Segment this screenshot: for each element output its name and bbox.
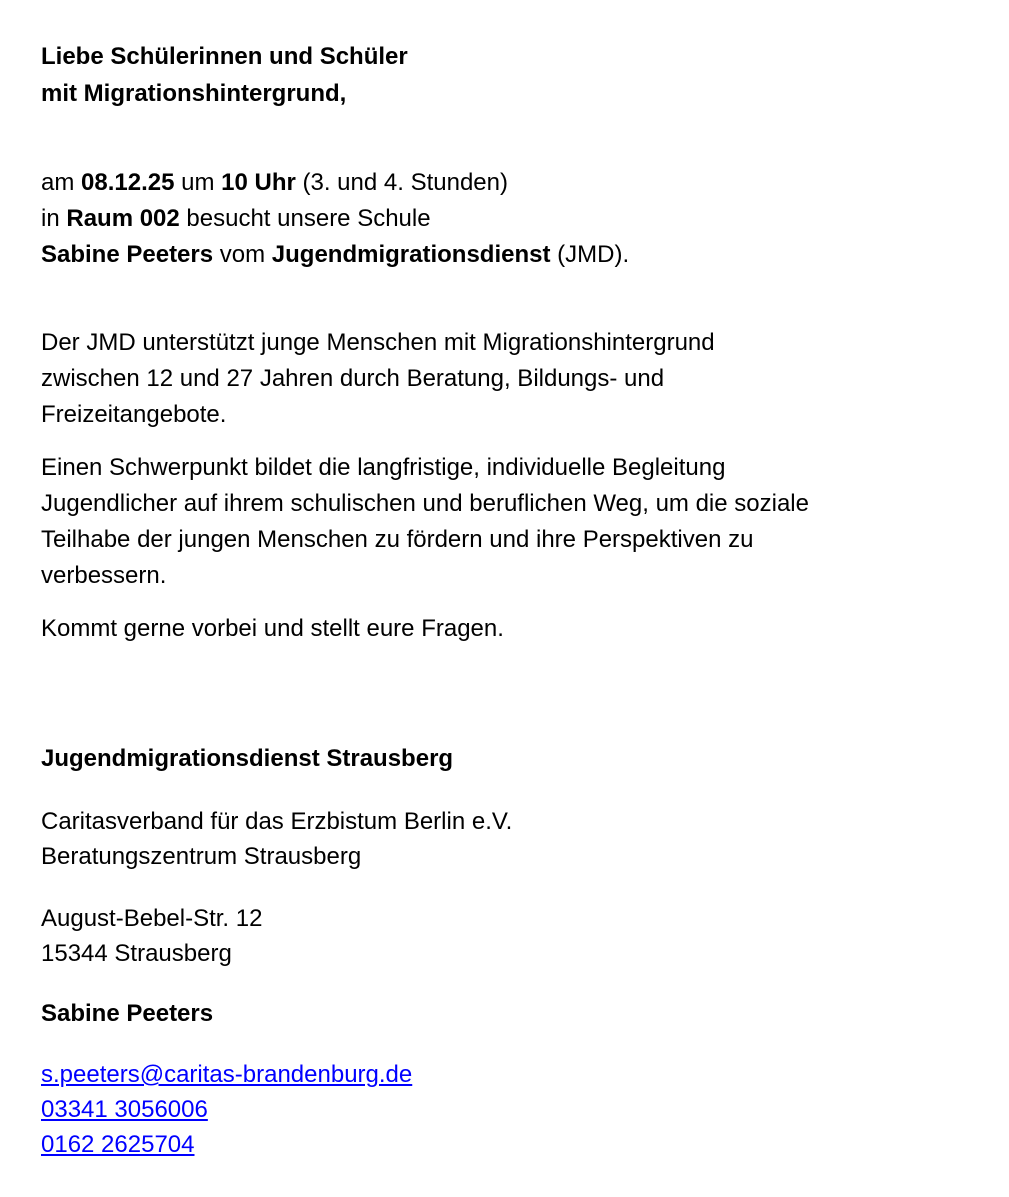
text-line: Einen Schwerpunkt bildet die langfristige, individuelle Begleitung bbox=[41, 454, 726, 481]
text-line: Caritasverband für das Erzbistum Berlin e.V. bbox=[41, 808, 513, 835]
salutation bbox=[41, 38, 979, 112]
text-run: vom bbox=[213, 241, 272, 268]
address-lines bbox=[41, 901, 979, 971]
paragraph bbox=[41, 325, 979, 433]
text-line bbox=[41, 165, 979, 201]
text-run: (3. und 4. Stunden) bbox=[295, 169, 508, 196]
text-line: Beratungszentrum Strausberg bbox=[41, 843, 362, 870]
contact-links bbox=[41, 1057, 979, 1162]
text-line: Jugendlicher auf ihrem schulischen und beruflichen Weg, um die soziale bbox=[41, 490, 809, 517]
contact-link[interactable]: 03341 3056006 bbox=[41, 1096, 208, 1123]
contact-link[interactable]: s.peeters@caritas-brandenburg.de bbox=[41, 1061, 413, 1088]
text-line: Freizeitangebote. bbox=[41, 401, 227, 428]
text-run: (JMD). bbox=[550, 241, 630, 268]
emphasized-text: Raum 002 bbox=[66, 205, 180, 232]
org-lines bbox=[41, 804, 979, 874]
text-line: Der JMD unterstützt junge Menschen mit Migrationshintergrund bbox=[41, 329, 715, 356]
emphasized-text: 10 Uhr bbox=[221, 169, 296, 196]
contact-link[interactable]: 0162 2625704 bbox=[41, 1131, 195, 1158]
announcement bbox=[41, 165, 979, 273]
text-line: Teilhabe der jungen Menschen zu fördern und ihre Perspektiven zu bbox=[41, 526, 754, 553]
emphasized-text: Jugendmigrationsdienst bbox=[271, 241, 551, 268]
text-line: zwischen 12 und 27 Jahren durch Beratung, Bildungs- und bbox=[41, 365, 665, 392]
text-line bbox=[41, 237, 979, 273]
text-line: 15344 Strausberg bbox=[41, 940, 232, 967]
text-run: besucht unsere Schule bbox=[179, 205, 431, 232]
text-line: mit Migrationshintergrund, bbox=[41, 80, 347, 107]
text-run: in bbox=[41, 205, 67, 232]
text-run: am bbox=[41, 169, 82, 196]
emphasized-text: Sabine Peeters bbox=[41, 241, 214, 268]
body-paragraphs bbox=[41, 325, 979, 647]
text-run: um bbox=[174, 169, 222, 196]
text-line: Kommt gerne vorbei und stellt eure Fragen. bbox=[41, 615, 504, 642]
emphasized-text: 08.12.25 bbox=[81, 169, 175, 196]
paragraph bbox=[41, 611, 979, 647]
text-line: Liebe Schülerinnen und Schüler bbox=[41, 43, 408, 70]
text-line bbox=[41, 201, 979, 237]
signature-org-title: Jugendmigrationsdienst Strausberg bbox=[41, 745, 454, 772]
text-line: August-Bebel-Str. 12 bbox=[41, 905, 263, 932]
contact-name: Sabine Peeters bbox=[41, 1000, 214, 1027]
paragraph bbox=[41, 450, 979, 594]
text-line: verbessern. bbox=[41, 562, 167, 589]
